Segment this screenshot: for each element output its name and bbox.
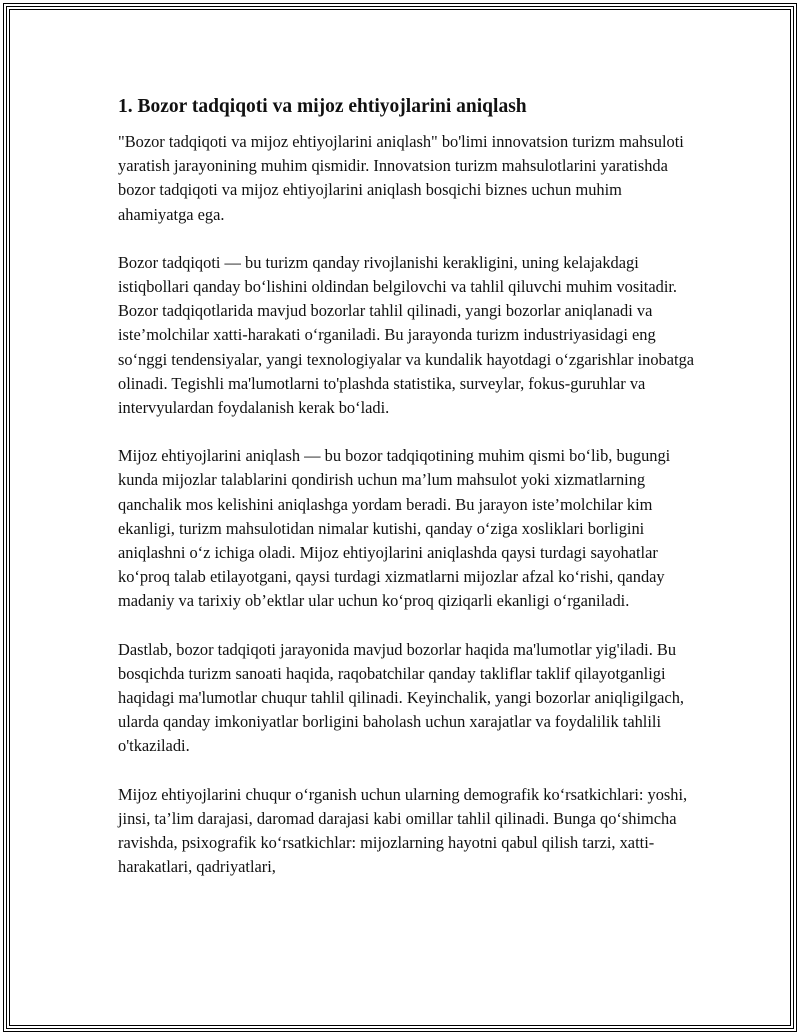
paragraph-market-research: Bozor tadqiqoti — bu turizm qanday rivojlanishi kerakligini, uning kelajakdagi istiqbollari qanday bo‘lishini oldindan belgilovchi va tahlil qiluvchi muhim vositadir. Bozor tadqiqotlarida mavjud bozorlar tahlil qilinadi, yangi bozorlar aniqlanadi va iste’molchilar xatti-harakati o‘rganiladi. Bu jarayonda turizm industriyasidagi eng so‘nggi tendensiyalar, yangi texnologiyalar va kundalik hayotdagi o‘zgarishlar inobatga olinadi. Tegishli ma'lumotlarni to'plashda statistika, surveylar, fokus-guruhlar va intervyulardan foydalanish kerak bo‘ladi. (118, 252, 695, 418)
paragraph-initial-stage: Dastlab, bozor tadqiqoti jarayonida mavjud bozorlar haqida ma'lumotlar yig'iladi. Bu bosqichda turizm sanoati haqida, raqobatchilar qanday takliflar taklif qilayotganligi haqidagi ma'lumotlar chuqur tahlil qilinadi. Keyinchalik, yangi bozorlar aniqligilgach, ularda qanday imkoniyatlar borligini baholash uchun xarajatlar va foydalilik tahlili o'tkaziladi. (118, 639, 684, 756)
paragraph-customer-needs: Mijoz ehtiyojlarini aniqlash — bu bozor tadqiqotining muhim qismi bo‘lib, bugungi kunda mijozlar talablarini qondirish uchun ma’lum mahsulot yoki xizmatlarning qanchalik mos kelishini aniqlashga yordam beradi. Bu jarayon iste’molchilar kim ekanligi, turizm mahsulotidan nimalar kutishi, qanday o‘ziga xosliklari borligini aniqlashni o‘z ichiga oladi. Mijoz ehtiyojlarini aniqlashda qaysi turdagi sayohatlar ko‘proq talab etilayotgani, qaysi turdagi xizmatlarni mijozlar afzal ko‘rishi, qanday madaniy va tarixiy ob’ektlar ular uchun ko‘proq qiziqarli ekanligi o‘rganiladi. (118, 446, 671, 611)
paragraph-demographics: Mijoz ehtiyojlarini chuqur o‘rganish uchun ularning demografik ko‘rsatkichlari: yoshi, jinsi, ta’lim darajasi, daromad darajasi kabi omillar tahlil qilinadi. Bunga qo‘shimcha ravishda, psixografik ko‘rsatkichlar: mijozlarning hayotni qabul qilish tarzi, xatti-harakatlari, qadriyatlari, (118, 784, 688, 877)
document-body (118, 94, 698, 903)
paragraph-intro: "Bozor tadqiqoti va mijoz ehtiyojlarini aniqlash" bo'limi innovatsion turizm mahsuloti yaratish jarayonining muhim qismidir. Innovatsion turizm mahsulotlarini yaratishda bozor tadqiqoti va mijoz ehtiyojlarini aniqlash bosqichi biznes uchun muhim ahamiyatga ega. (118, 132, 684, 224)
section-heading: 1. Bozor tadqiqoti va mijoz ehtiyojlarini aniqlash (118, 96, 527, 117)
